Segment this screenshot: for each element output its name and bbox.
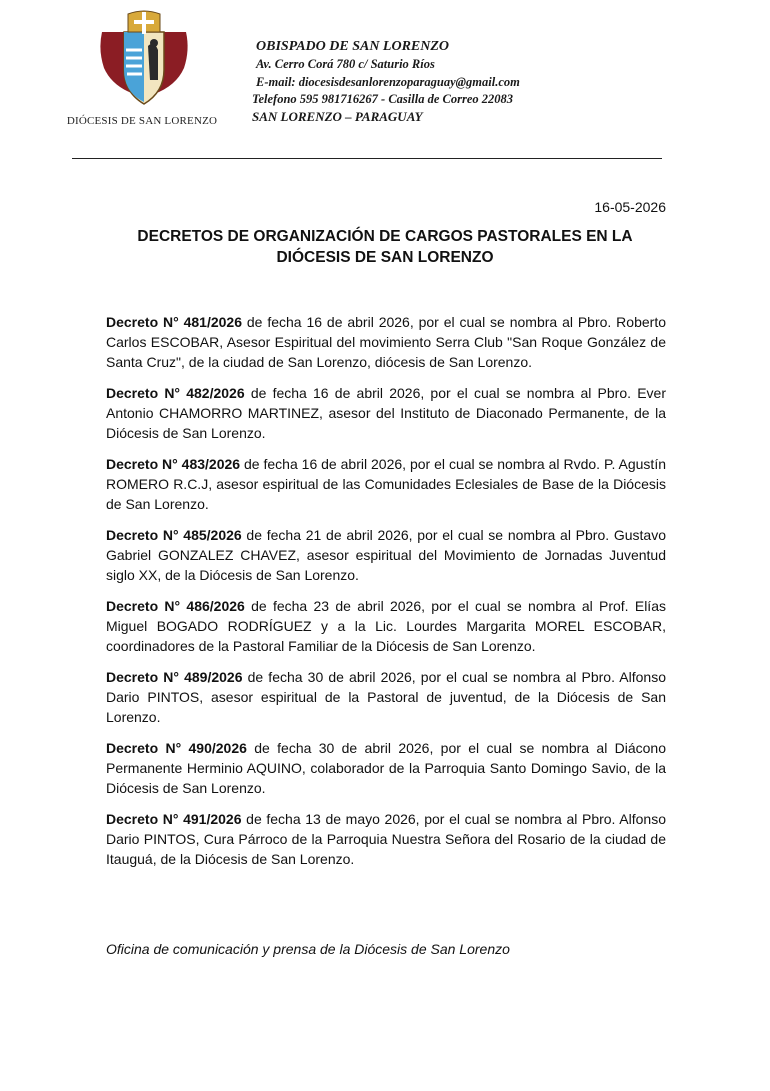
letterhead-org-name: OBISPADO DE SAN LORENZO [256,39,450,54]
decree-text: de fecha 30 de abril 2026, por el cual se nombra al Pbro. Alfonso Dario PINTOS, asesor espiritual de la Pastoral de juventud, de la Diócesis de San Lorenzo. [106,669,666,725]
decree-number: Decreto N° 483/2026 [106,456,241,472]
header-divider [72,158,662,159]
decree-item [106,312,666,372]
decree-text: de fecha 23 de abril 2026, por el cual se nombra al Prof. Elías Miguel BOGADO RODRÍGUEZ y a la Lic. Lourdes Margarita MOREL ESCOBAR, coordinadores de la Pastoral Familiar de la Diócesis de San Lorenzo. [106,598,666,654]
decree-item [106,667,666,727]
letterhead-phone: Telefono 595 981716267 - Casilla de Correo 22083 [252,92,513,106]
diocese-coat-of-arms-icon [94,10,194,110]
decree-number: Decreto N° 485/2026 [106,527,242,543]
decree-number: Decreto N° 486/2026 [106,598,245,614]
document-title: DECRETOS DE ORGANIZACIÓN DE CARGOS PASTORALES EN LA DIÓCESIS DE SAN LORENZO [137,228,633,266]
decree-text: de fecha 16 de abril 2026, por el cual se nombra al Rvdo. P. Agustín ROMERO R.C.J, asesor espiritual de las Comunidades Eclesiales de Base de la Diócesis de San Lorenzo. [106,456,666,512]
decree-number: Decreto N° 491/2026 [106,811,242,827]
decree-item [106,809,666,869]
decree-number: Decreto N° 490/2026 [106,740,247,756]
decree-number: Decreto N° 481/2026 [106,314,242,330]
logo-caption: DIÓCESIS DE SAN LORENZO [66,115,218,127]
decree-number: Decreto N° 482/2026 [106,385,245,401]
decree-list [106,312,666,880]
letterhead-address: Av. Cerro Corá 780 c/ Saturio Ríos [256,57,435,71]
decree-item [106,454,666,514]
decree-item [106,525,666,585]
letterhead-city: SAN LORENZO – PARAGUAY [252,109,423,124]
letterhead-email: E-mail: diocesisdesanlorenzoparaguay@gmail.com [256,75,520,89]
press-office-signature: Oficina de comunicación y prensa de la Diócesis de San Lorenzo [106,941,510,957]
decree-text: de fecha 30 de abril 2026, por el cual se nombra al Diácono Permanente Herminio AQUINO, colaborador de la Parroquia Santo Domingo Savio, de la Diócesis de San Lorenzo. [106,740,666,796]
decree-text: de fecha 16 de abril 2026, por el cual se nombra al Pbro. Ever Antonio CHAMORRO MARTINEZ, asesor del Instituto de Diaconado Permanente, de la Diócesis de San Lorenzo. [106,385,666,441]
diocese-logo [62,10,227,130]
decree-item [106,383,666,443]
decree-number: Decreto N° 489/2026 [106,669,243,685]
decree-text: de fecha 16 de abril 2026, por el cual se nombra al Pbro. Roberto Carlos ESCOBAR, Asesor Espiritual del movimiento Serra Club "San Roque González de Santa Cruz", de la ciudad de San Lorenzo, diócesis de San Lorenzo. [106,314,666,370]
decree-text: de fecha 21 de abril 2026, por el cual se nombra al Pbro. Gustavo Gabriel GONZALEZ CHAVEZ, asesor espiritual del Movimiento de Jornadas Juventud siglo XX, de la Diócesis de San Lorenzo. [106,527,666,583]
letterhead [252,38,520,126]
decree-text: de fecha 13 de mayo 2026, por el cual se nombra al Pbro. Alfonso Dario PINTOS, Cura Párroco de la Parroquia Nuestra Señora del Rosario de la ciudad de Itauguá, de la Diócesis de San Lorenzo. [106,811,666,867]
document-date: 16-05-2026 [594,199,666,215]
decree-item [106,738,666,798]
decree-item [106,596,666,656]
